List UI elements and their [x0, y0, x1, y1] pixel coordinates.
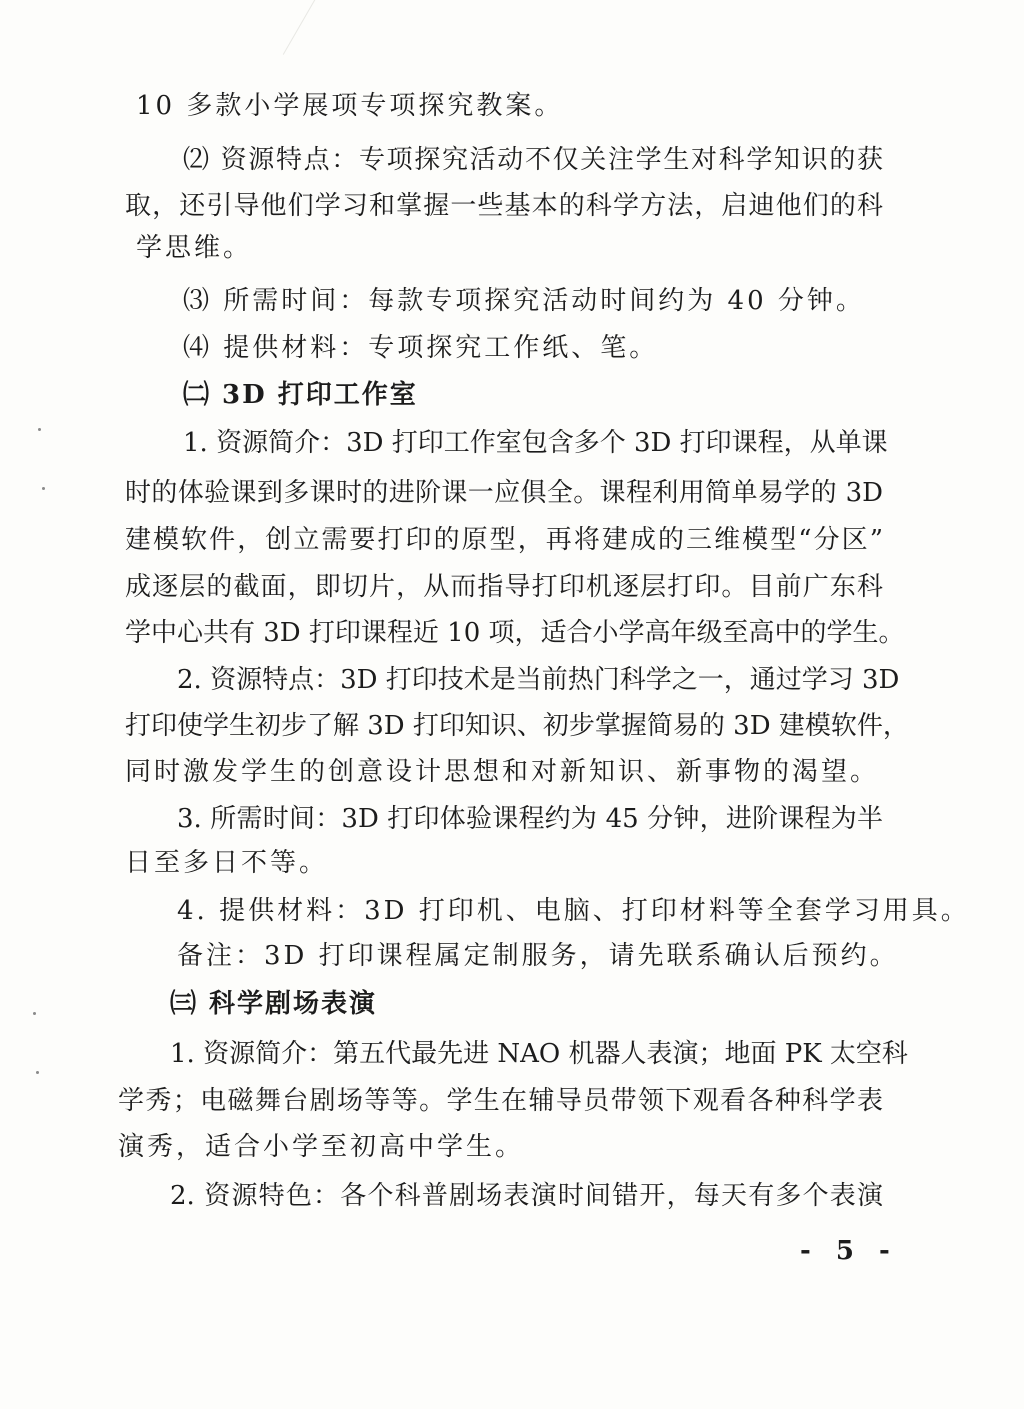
text-line: ⑷ 提供材料：专项探究工作纸、笔。: [183, 333, 659, 363]
text-line: 建模软件，创立需要打印的原型，再将建成的三维模型“分区”: [125, 525, 883, 555]
text-line: 2. 资源特色：各个科普剧场表演时间错开，每天有多个表演: [170, 1181, 883, 1211]
text-line: 打印使学生初步了解 3D 打印知识、初步掌握简易的 3D 建模软件，: [125, 711, 909, 741]
section-heading: ㈢ 科学剧场表演: [170, 989, 378, 1019]
text-line: 3. 所需时间：3D 打印体验课程约为 45 分钟，进阶课程为半: [177, 804, 883, 834]
text-line: 4. 提供材料：3D 打印机、电脑、打印材料等全套学习用具。: [177, 896, 970, 926]
text-line: 1. 资源简介：第五代最先进 NAO 机器人表演；地面 PK 太空科: [170, 1039, 908, 1069]
text-line: 1. 资源简介：3D 打印工作室包含多个 3D 打印课程，从单课: [183, 428, 888, 458]
text-line: 日至多日不等。: [125, 848, 329, 878]
text-line: 同时激发学生的创意设计思想和对新知识、新事物的渴望。: [125, 757, 880, 787]
paper-crease: [283, 0, 359, 75]
scan-speck: [36, 1071, 39, 1074]
text-line: 取，还引导他们学习和掌握一些基本的科学方法，启迪他们的科: [125, 191, 883, 221]
text-line: 时的体验课到多课时的进阶课一应俱全。课程利用简单易学的 3D: [125, 478, 883, 508]
text-line: 学中心共有 3D 打印课程近 10 项，适合小学高年级至高中的学生。: [125, 618, 905, 648]
scan-speck: [38, 428, 41, 431]
page-number: - 5 -: [800, 1236, 898, 1266]
text-line: ⑶ 所需时间：每款专项探究活动时间约为 40 分钟。: [183, 286, 865, 316]
text-line: 2. 资源特点：3D 打印技术是当前热门科学之一，通过学习 3D: [177, 665, 900, 695]
scan-speck: [33, 1012, 36, 1015]
text-line: 学秀；电磁舞台剧场等等。学生在辅导员带领下观看各种科学表: [118, 1086, 883, 1116]
text-line: 演秀，适合小学至初高中学生。: [118, 1132, 525, 1162]
scan-speck: [42, 487, 45, 490]
section-heading: ㈡ 3D 打印工作室: [183, 380, 418, 410]
text-line: 10 多款小学展项专项探究教案。: [136, 91, 564, 121]
text-line: 备注：3D 打印课程属定制服务，请先联系确认后预约。: [177, 941, 899, 971]
text-line: 成逐层的截面，即切片，从而指导打印机逐层打印。目前广东科: [125, 572, 883, 602]
text-line: 学思维。: [136, 233, 253, 263]
text-line: ⑵ 资源特点：专项探究活动不仅关注学生对科学知识的获: [183, 145, 883, 175]
